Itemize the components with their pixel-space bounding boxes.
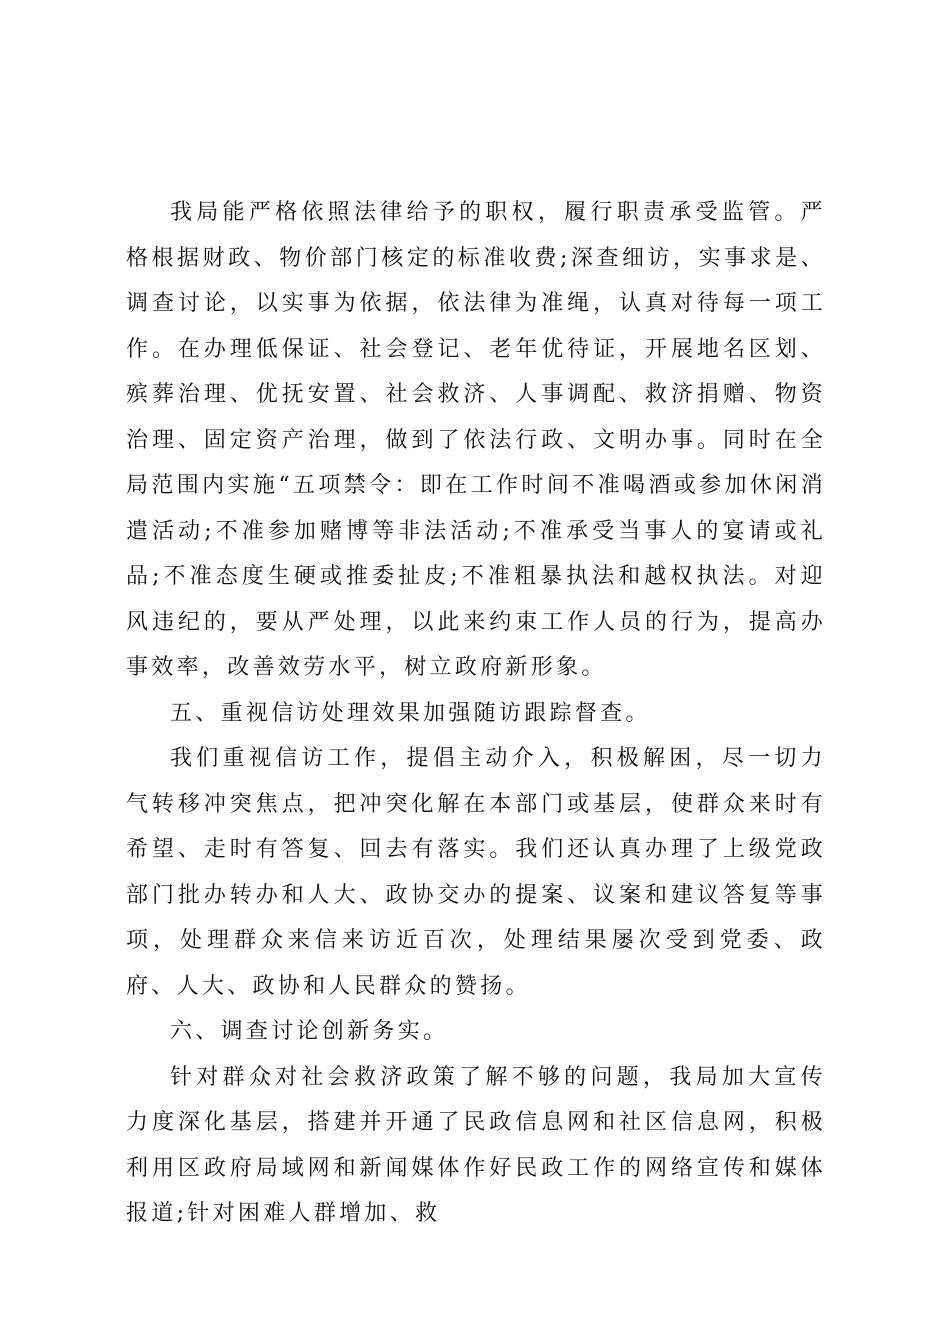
section-heading-petition: 五、重视信访处理效果加强随访跟踪督查。 xyxy=(170,700,651,726)
document-body xyxy=(126,190,826,1237)
section-heading-research: 六、调查讨论创新务实。 xyxy=(170,1019,449,1044)
paragraph-law-enforcement: 我局能严格依照法律给予的职权，履行职责承受监管。严格根据财政、物价部门核定的标准收费;深查细访，实事求是、调查讨论，以实事为依据，依法律为准绳，认真对待每一项工作。在办理低保证、社会登记、老年优待证，开展地名区划、殡葬治理、优抚安置、社会救济、人事调配、救济捐赠、物资治理、固定资产治理，做到了依法行政、文明办事。同时在全局范围内实施“五项禁令：即在工作时间不准喝酒或参加休闲消遣活动;不准参加赌博等非法活动;不准承受当事人的宴请或礼品;不准态度生硬或推委扯皮;不准粗暴执法和越权执法。对迎风违纪的，要从严处理，以此来约束工作人员的行为，提高办事效率，改善效劳水平，树立政府新形象。 xyxy=(126,200,826,680)
paragraph-petition-work: 我们重视信访工作，提倡主动介入，积极解困，尽一切力气转移冲突焦点，把冲突化解在本部门或基层，使群众来时有希望、走时有答复、回去有落实。我们还认真办理了上级党政部门批办转办和人大、政协交办的提案、议案和建议答复等事项，处理群众来信来访近百次，处理结果屡次受到党委、政府、人大、政协和人民群众的赞扬。 xyxy=(126,746,826,999)
paragraph-publicity: 针对群众对社会救济政策了解不够的问题，我局加大宣传力度深化基层，搭建并开通了民政信息网和社区信息网，积极利用区政府局域网和新闻媒体作好民政工作的网络宣传和媒体报道;针对困难人群增加、救 xyxy=(126,1064,826,1226)
